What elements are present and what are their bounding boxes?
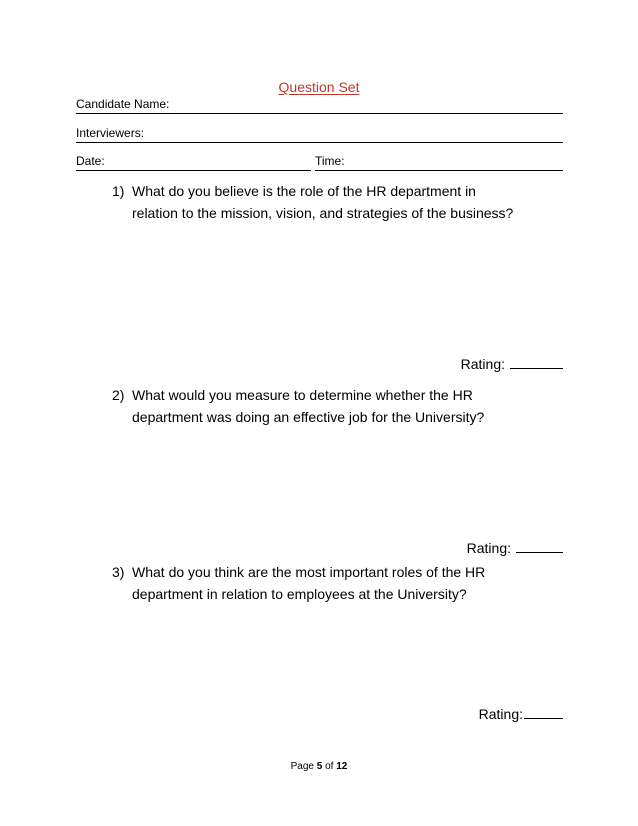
date-label: Date:	[76, 154, 105, 168]
question-2-line-1: What would you measure to determine whether the HR	[132, 387, 473, 403]
footer-page-number: 5	[316, 761, 323, 772]
footer-page-of: of	[325, 761, 334, 772]
question-3-rating-label: Rating:	[478, 706, 523, 722]
date-field[interactable]	[76, 152, 311, 171]
question-1-line-2: relation to the mission, vision, and strategies of the business?	[132, 205, 514, 221]
candidate-name-label: Candidate Name:	[76, 97, 170, 111]
question-1-rating[interactable]	[461, 354, 563, 374]
footer-page-total: 12	[336, 761, 348, 772]
question-1-line-1: What do you believe is the role of the HR department in	[132, 183, 476, 199]
time-field[interactable]	[315, 152, 563, 171]
question-2-rating-blank[interactable]	[516, 538, 563, 553]
question-2-line-2: department was doing an effective job for the University?	[132, 409, 485, 425]
question-3-rating[interactable]	[479, 704, 563, 724]
footer-page-prefix: Page	[290, 761, 314, 772]
interviewers-label: Interviewers:	[76, 126, 145, 140]
question-2	[112, 384, 572, 428]
question-3-line-1: What do you think are the most important roles of the HR	[132, 564, 486, 580]
candidate-name-field[interactable]	[76, 95, 563, 114]
question-3-line-2: department in relation to employees at the University?	[132, 586, 467, 602]
page-footer	[0, 761, 638, 772]
question-1	[112, 180, 572, 224]
question-1-rating-blank[interactable]	[510, 354, 563, 369]
question-1-number: 1)	[112, 183, 125, 199]
question-3-number: 3)	[112, 564, 125, 580]
time-label: Time:	[315, 154, 345, 168]
date-time-row	[76, 152, 563, 170]
interviewers-field[interactable]	[76, 124, 563, 143]
question-3	[112, 561, 572, 605]
question-1-rating-label: Rating:	[460, 356, 505, 372]
question-2-rating[interactable]	[467, 538, 563, 558]
question-3-rating-blank[interactable]	[524, 704, 563, 719]
page-title: Question Set	[278, 79, 360, 95]
question-2-rating-label: Rating:	[466, 540, 511, 556]
question-2-number: 2)	[112, 387, 125, 403]
